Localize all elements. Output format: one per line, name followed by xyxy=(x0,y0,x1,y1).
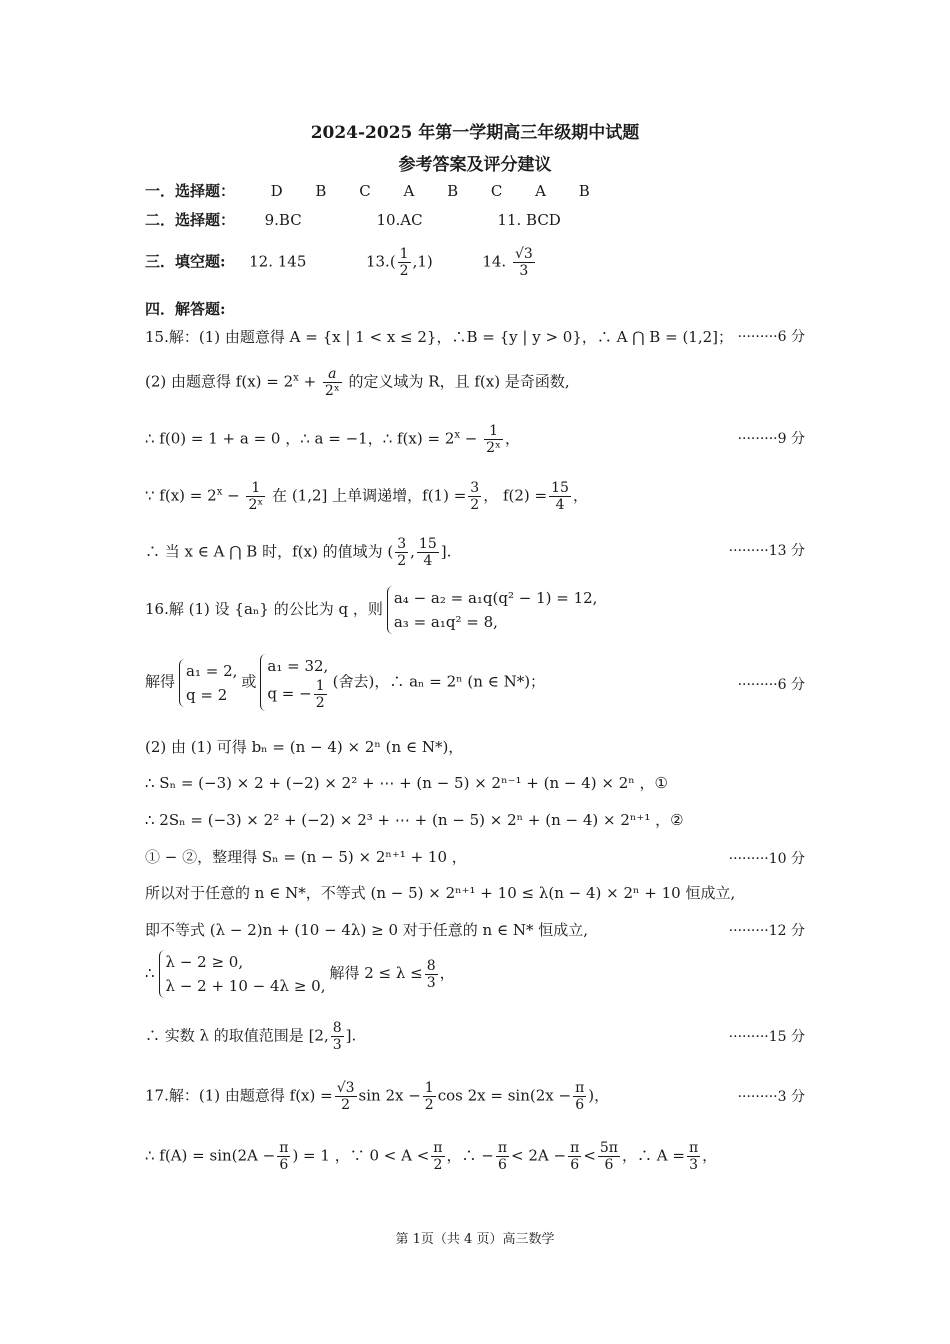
q16-line-8: 即不等式 (λ − 2)n + (10 − 4λ) ≥ 0 对于任意的 n ∈ N* 恒成立, xyxy=(145,921,588,939)
answer-3: C xyxy=(359,182,371,200)
fraction: $\frac{\pi}{6}$ xyxy=(497,1140,508,1173)
score-mark: ·········13 分 xyxy=(728,543,805,559)
section-choice-2 xyxy=(145,209,805,231)
answer-1: D xyxy=(270,182,283,200)
section-label: 二．选择题： xyxy=(145,211,236,229)
score-mark: ·········15 分 xyxy=(728,1029,805,1045)
score-mark: ·········6 分 xyxy=(737,329,805,345)
fraction: $\frac{1}{2}$ xyxy=(315,678,325,711)
answer-2: B xyxy=(315,182,327,200)
q17-line-1: 17.解：(1) 由题意得 f(x) = $\frac{√3}{2}$ sin 2x − $\frac{1}{2}$ cos 2x = sin(2x − $\frac{\pi}{6}$ )， xyxy=(145,1080,610,1113)
score-mark: ·········6 分 xyxy=(737,677,805,693)
fraction: $\frac{8}{3}$ xyxy=(426,957,436,991)
fraction: $\frac{1}{2}$ xyxy=(399,246,409,279)
q16-line-10: ∴ 实数 λ 的取值范围是 [2, $\frac{8}{3}$ ]. xyxy=(145,1020,357,1053)
q16-line-7: 所以对于任意的 n ∈ N*，不等式 (n − 5) × 2ⁿ⁺¹ + 10 ≤ λ(n − 4) × 2ⁿ + 10 恒成立, xyxy=(145,884,736,902)
equation-system: a₄ − a₂ = a₁q(q² − 1) = 12, a₃ = a₁q² = 8, xyxy=(387,586,598,634)
fraction: $\frac{a}{\text{2ˣ}}$ xyxy=(324,366,340,399)
q15-line-4: ∵ $f(x) = 2^x$ − $\frac{1}{\text{2ˣ}}$ 在 (1,2] 上单调递增，f(1) = $\frac{3}{2}$ ， f(2) = $\frac{15}{4}$ ， xyxy=(145,480,588,513)
score-mark: ·········12 分 xyxy=(728,923,805,939)
q16-line-4: ∴ Sₙ = (−3) × 2 + (−2) × 2² + ⋯ + (n − 5) × 2ⁿ⁻¹ + (n − 4) × 2ⁿ ，① xyxy=(145,774,668,792)
score-mark: ·········3 分 xyxy=(737,1089,805,1105)
q16-line-3: (2) 由 (1) 可得 bₙ = (n − 4) × 2ⁿ (n ∈ N*)， xyxy=(145,738,464,756)
answer-7: A xyxy=(535,182,547,200)
q16-line-5: ∴ 2Sₙ = (−3) × 2² + (−2) × 2³ + ⋯ + (n − 5) × 2ⁿ + (n − 4) × 2ⁿ⁺¹ ，② xyxy=(145,811,684,829)
answer-9: 9.BC xyxy=(264,211,302,229)
answer-12: 145 xyxy=(277,252,307,271)
fraction: $\frac{\pi}{2}$ xyxy=(433,1140,443,1173)
page-footer: 第 1页（共 4 页）高三数学 xyxy=(395,1232,555,1247)
answer-6: C xyxy=(490,182,503,200)
q17-line-2: ∴ f(A) = sin(2A − $\frac{\pi}{6}$ ) = 1 ，∵ 0 < A < $\frac{\pi}{2}$ ，∴ − $\frac{\pi}{6}$ < 2A − $\frac{\pi}{6}$ < $\frac{5\pi}{6}$ ，∴ A = $\frac{\pi}{3}$ ， xyxy=(145,1140,718,1173)
answer-14: $\frac{√3}{3}$ xyxy=(514,246,533,279)
answer-4: A xyxy=(403,182,415,200)
page-subtitle: 参考答案及评分建议 xyxy=(398,155,552,175)
answer-5: B xyxy=(447,182,459,200)
fraction: $\frac{\pi}{6}$ xyxy=(279,1140,289,1173)
fraction: $\frac{√3}{2}$ xyxy=(336,1080,355,1113)
fraction: $\frac{\pi}{6}$ xyxy=(575,1080,585,1113)
section-label: 三．填空题: xyxy=(145,252,226,271)
fraction: $\frac{3}{2}$ xyxy=(470,480,480,513)
q16-line-6: ① − ②，整理得 Sₙ = (n − 5) × 2ⁿ⁺¹ + 10 ， xyxy=(145,848,467,866)
page-title: 2024-2025 年第一学期高三年级期中试题 xyxy=(310,123,640,143)
section-label-answers: 四．解答题: xyxy=(145,300,226,318)
q15-line-5: ∴ 当 x ∈ A ⋂ B 时，f(x) 的值域为 ( $\frac{3}{2}$ , $\frac{15}{4}$ ]. xyxy=(145,536,452,569)
answer-8: B xyxy=(578,182,590,200)
question-14-number: 14. xyxy=(482,252,507,271)
fraction: $\frac{3}{2}$ xyxy=(397,536,407,569)
q16-line-2: 解得 a₁ = 2, q = 2 或 a₁ = 32, q = − $\frac{1}{2}$ (舍去)，∴ aₙ = 2ⁿ (n ∈ N*)； xyxy=(145,654,805,711)
section-label: 一．选择题： xyxy=(145,182,236,200)
equation-system: a₁ = 2, q = 2 xyxy=(179,659,237,707)
equation-system: λ − 2 ≥ 0, λ − 2 + 10 − 4λ ≥ 0, xyxy=(159,950,326,998)
answer-10: 10.AC xyxy=(376,211,423,229)
q15-line-1: 15.解：(1) 由题意得 A = {x | 1 < x ≤ 2}，∴B = {y | y > 0}，∴ A ⋂ B = (1,2]； xyxy=(145,328,733,346)
fraction: $\frac{1}{2}$ xyxy=(424,1080,434,1113)
fraction: $\frac{\pi}{3}$ xyxy=(688,1140,699,1173)
question-13-number: 13. xyxy=(365,252,390,271)
fraction: $\frac{5\pi}{6}$ xyxy=(599,1140,618,1173)
fraction: $\frac{1}{\text{2ˣ}}$ xyxy=(248,480,264,513)
equation-system: a₁ = 32, q = − $\frac{1}{2}$ xyxy=(260,654,328,711)
section-fill-in: 三．填空题: 12. 145 13.( $\frac{1}{2}$ ,1) 14. $\frac{√3}{3}$ xyxy=(145,246,533,279)
question-12-number: 12. xyxy=(249,252,273,271)
q16-line-9: ∴ λ − 2 ≥ 0, λ − 2 + 10 − 4λ ≥ 0, 解得 2 ≤ λ ≤ $\frac{8}{3}$ ， xyxy=(145,950,805,998)
fraction: $\frac{15}{4}$ xyxy=(418,536,437,569)
q15-line-2: (2) 由题意得 $f(x) = 2^x$ + $\frac{a}{\text{2ˣ}}$ 的定义域为 R，且 f(x) 是奇函数, xyxy=(145,366,570,399)
answer-13-rest: ,1) xyxy=(412,252,433,271)
score-mark: ·········10 分 xyxy=(728,851,805,867)
answer-11: 11. BCD xyxy=(497,211,561,229)
fraction: $\frac{15}{4}$ xyxy=(551,480,569,513)
q15-line-3: ∴ f(0) = 1 + a = 0 ，∴ a = −1，∴ $f(x) = 2^x$ − $\frac{1}{\text{2ˣ}}$ ， xyxy=(145,423,520,456)
q16-line-1: 16.解 (1) 设 {aₙ} 的公比为 q ，则 a₄ − a₂ = a₁q(q² − 1) = 12, a₃ = a₁q² = 8, xyxy=(145,586,805,634)
fraction: $\frac{1}{\text{2ˣ}}$ xyxy=(486,423,501,456)
fraction: $\frac{\pi}{6}$ xyxy=(570,1140,580,1173)
score-mark: ·········9 分 xyxy=(737,431,805,447)
section-choice-1 xyxy=(145,180,805,202)
fraction: $\frac{8}{3}$ xyxy=(332,1020,342,1053)
